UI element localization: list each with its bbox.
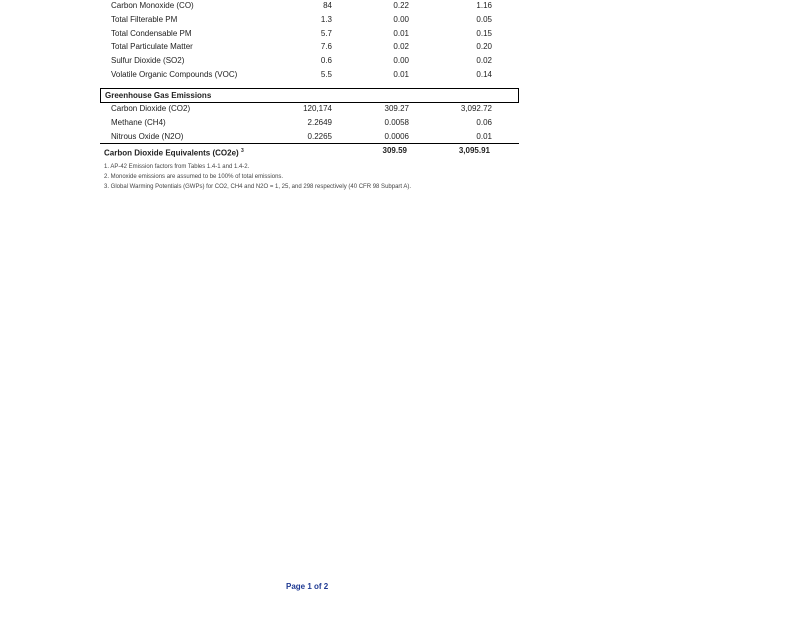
criteria-v1: 0.00 (393, 14, 409, 24)
criteria-row (103, 54, 519, 67)
criteria-v2: 0.15 (476, 28, 492, 38)
criteria-v2: 0.20 (476, 42, 492, 52)
ghg-v1: 0.0006 (384, 131, 409, 141)
ghg-v1: 0.0058 (384, 117, 409, 127)
criteria-label: Total Filterable PM (111, 14, 178, 24)
co2e-total-row (100, 143, 519, 157)
ghg-factor: 0.2265 (307, 131, 332, 141)
ghg-v2: 0.06 (476, 117, 492, 127)
ghg-v1: 309.27 (384, 104, 409, 113)
criteria-factor: 7.6 (320, 42, 332, 52)
criteria-label: Sulfur Dioxide (SO2) (111, 56, 185, 66)
ghg-v2: 3,092.72 (460, 104, 492, 113)
criteria-v2: 0.14 (476, 70, 492, 79)
ghg-section-header (100, 88, 519, 103)
criteria-v1: 0.22 (393, 1, 409, 10)
ghg-label: Carbon Dioxide (CO2) (111, 104, 191, 113)
criteria-v1: 0.01 (393, 70, 409, 79)
criteria-row (103, 40, 519, 53)
footnote-1: 1. AP-42 Emission factors from Tables 1.4-1 and 1.4-2. (104, 164, 250, 170)
footnote-3: 3. Global Warming Potentials (GWPs) for CO2, CH4 and N2O = 1, 25, and 298 respectively (40 CFR 98 Subpart A). (104, 184, 412, 190)
ghg-factor: 2.2649 (307, 117, 332, 127)
criteria-label: Total Condensable PM (111, 28, 192, 38)
ghg-section-title: Greenhouse Gas Emissions (105, 91, 212, 100)
ghg-factor: 120,174 (303, 104, 332, 113)
ghg-label: Nitrous Oxide (N2O) (111, 131, 184, 141)
criteria-v1: 0.02 (393, 42, 409, 52)
criteria-v2: 0.05 (476, 14, 492, 24)
criteria-factor: 5.7 (320, 28, 332, 38)
co2e-total-label: Carbon Dioxide Equivalents (CO2e) $^3$ (104, 148, 244, 158)
criteria-factor: 1.3 (320, 14, 332, 24)
ghg-row (103, 102, 519, 115)
page-footer: Page 1 of 2 (286, 582, 329, 591)
criteria-row (103, 0, 519, 12)
criteria-row (103, 13, 519, 26)
footnotes (104, 162, 411, 192)
criteria-row (103, 27, 519, 40)
ghg-label: Methane (CH4) (111, 117, 166, 127)
criteria-label: Carbon Monoxide (CO) (111, 1, 194, 10)
criteria-factor: 0.6 (320, 56, 332, 66)
co2e-total-value-2: 3,095.91 (458, 146, 490, 155)
criteria-v2: 0.02 (476, 56, 492, 66)
ghg-row (103, 116, 519, 129)
footnote-2: 2. Monoxide emissions are assumed to be 100% of total emissions. (104, 174, 284, 180)
criteria-v1: 0.01 (393, 28, 409, 38)
criteria-label: Volatile Organic Compounds (VOC) (111, 70, 238, 79)
criteria-v2: 1.16 (476, 1, 492, 10)
ghg-row (103, 130, 519, 143)
co2e-total-value-1: 309.59 (382, 146, 407, 155)
criteria-label: Total Particulate Matter (111, 42, 193, 52)
criteria-v1: 0.00 (393, 56, 409, 66)
criteria-factor: 84 (323, 1, 332, 10)
ghg-v2: 0.01 (476, 131, 492, 141)
criteria-row (103, 68, 519, 81)
criteria-factor: 5.5 (320, 70, 332, 79)
